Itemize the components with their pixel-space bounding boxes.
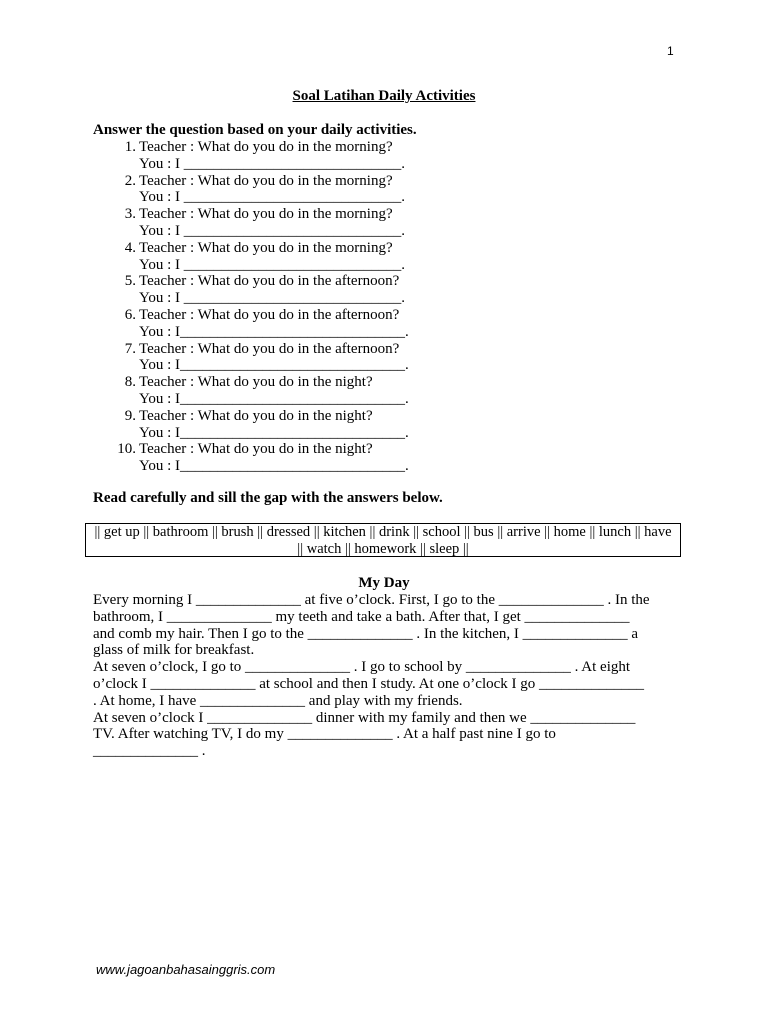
story-line: At seven o’clock, I go to ______________ . I go to school by ______________ . At eight xyxy=(93,659,631,676)
story-line: TV. After watching TV, I do my ______________ . At a half past nine I go to xyxy=(93,726,556,743)
footer-website: www.jagoanbahasainggris.com xyxy=(96,962,276,977)
answer-line: You : I______________________________. xyxy=(139,458,409,475)
teacher-question: Teacher : What do you do in the afternoon? xyxy=(139,273,400,290)
question-number: 10. xyxy=(117,441,136,458)
teacher-question: Teacher : What do you do in the morning? xyxy=(139,172,393,189)
question-number: 3. xyxy=(124,206,136,223)
teacher-question: Teacher : What do you do in the night? xyxy=(139,374,373,391)
question-number: 6. xyxy=(124,306,136,323)
story-line: glass of milk for breakfast. xyxy=(93,642,255,659)
question-number: 4. xyxy=(124,239,136,256)
story-line: At seven o’clock I ______________ dinner with my family and then we ______________ xyxy=(93,709,636,726)
answer-line: You : I _____________________________. xyxy=(139,189,405,206)
question-number: 5. xyxy=(124,273,136,290)
question-number: 9. xyxy=(124,407,136,424)
answer-line: You : I______________________________. xyxy=(139,357,409,374)
teacher-question: Teacher : What do you do in the morning? xyxy=(139,239,393,256)
story-line: and comb my hair. Then I go to the ______________ . In the kitchen, I ______________ a xyxy=(93,625,639,642)
story-line: o’clock I ______________ at school and then I study. At one o’clock I go ______________ xyxy=(93,675,645,692)
answer-line: You : I______________________________. xyxy=(139,323,409,340)
question-number: 2. xyxy=(124,172,136,189)
story-paragraph xyxy=(93,592,683,760)
story-line: ______________ . xyxy=(93,743,206,760)
answer-line: You : I______________________________. xyxy=(139,424,409,441)
teacher-question: Teacher : What do you do in the morning? xyxy=(139,206,393,223)
teacher-question: Teacher : What do you do in the afternoon? xyxy=(139,340,400,357)
answer-line: You : I _____________________________. xyxy=(139,256,405,273)
question-number: 1. xyxy=(124,139,136,155)
page-number: 1 xyxy=(667,44,674,58)
question-number: 8. xyxy=(124,374,136,391)
teacher-question: Teacher : What do you do in the night? xyxy=(139,441,373,458)
story-line: Every morning I ______________ at five o’clock. First, I go to the ______________ . In the xyxy=(93,592,650,608)
section2-instruction: Read carefully and sill the gap with the answers below. xyxy=(93,490,443,506)
word-bank-box: || get up || bathroom || brush || dressed || kitchen || drink || school || bus || arrive || home || lunch || have || watch || homework || sleep || xyxy=(85,523,681,557)
teacher-question: Teacher : What do you do in the night? xyxy=(139,407,373,424)
section1-instruction: Answer the question based on your daily activities. xyxy=(93,122,417,138)
question-number: 7. xyxy=(124,340,136,357)
teacher-question: Teacher : What do you do in the afternoon? xyxy=(139,306,400,323)
story-line: . At home, I have ______________ and play with my friends. xyxy=(93,692,463,709)
story-line: bathroom, I ______________ my teeth and take a bath. After that, I get ______________ xyxy=(93,608,630,625)
page-title: Soal Latihan Daily Activities xyxy=(292,88,476,104)
answer-line: You : I _____________________________. xyxy=(139,155,405,172)
teacher-question: Teacher : What do you do in the morning? xyxy=(139,139,393,155)
answer-line: You : I _____________________________. xyxy=(139,290,405,307)
story-title: My Day xyxy=(358,575,410,591)
answer-line: You : I _____________________________. xyxy=(139,222,405,239)
answer-line: You : I______________________________. xyxy=(139,390,409,407)
